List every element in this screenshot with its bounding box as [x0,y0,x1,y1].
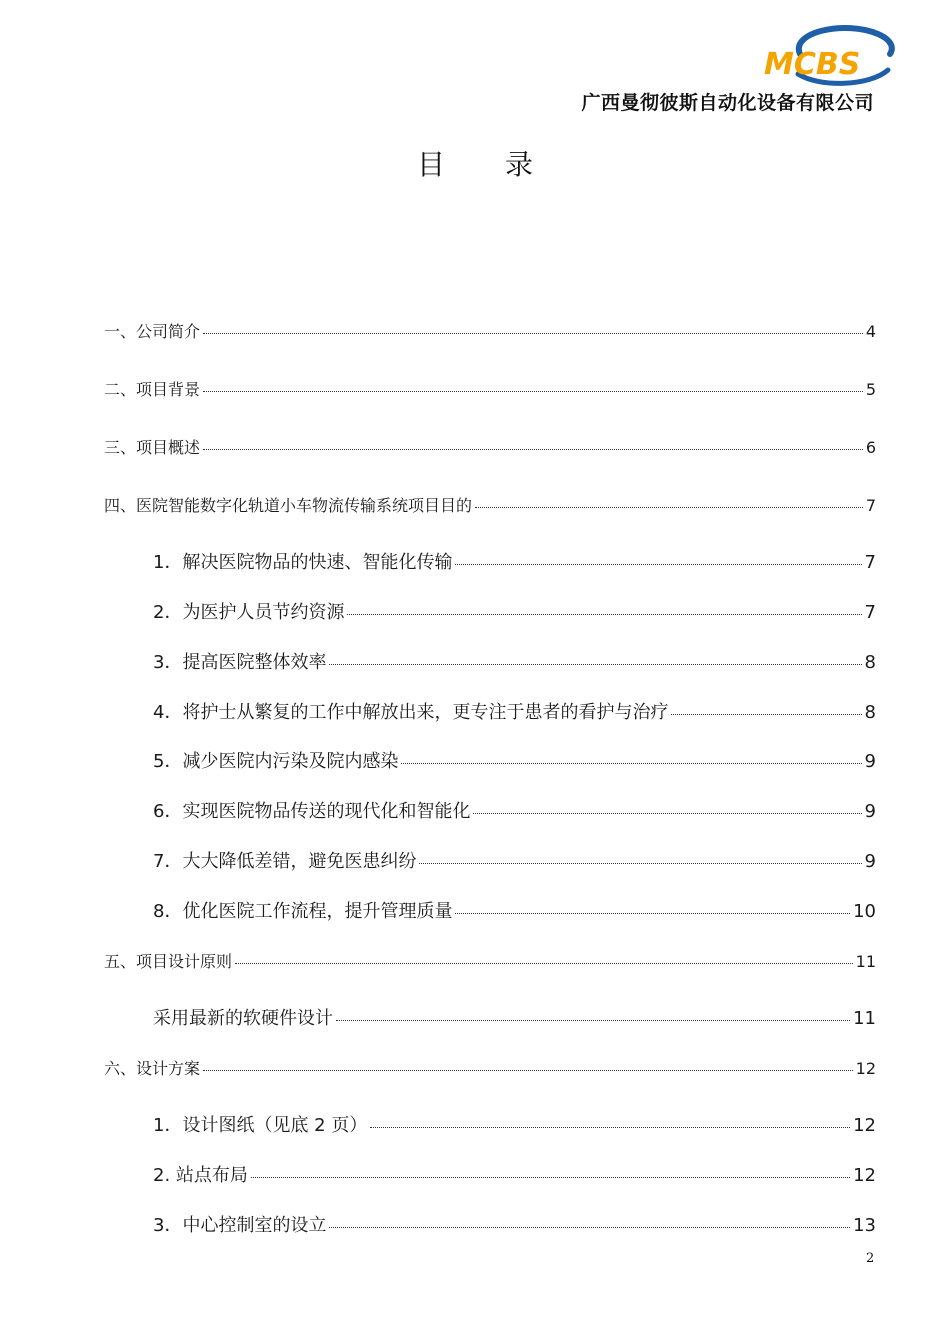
toc-entry[interactable] [104,1161,876,1187]
toc-entry-page: 8 [864,702,876,723]
title-char-1: 目 [416,148,445,181]
toc-leader [336,1020,850,1021]
toc-entry-label: 采用最新的软硬件设计 [153,1008,333,1029]
toc-entry-label: 3．中心控制室的设立 [153,1215,327,1236]
toc-entry[interactable] [104,897,876,923]
toc-entry-page: 9 [864,751,876,772]
toc-leader [401,763,861,764]
toc-title [0,143,950,183]
toc-leader [203,1070,853,1071]
toc-leader [475,507,863,508]
toc-leader [671,714,861,715]
toc-entry-label: 6．实现医院物品传送的现代化和智能化 [153,801,471,822]
toc-entry-page: 11 [853,1008,876,1029]
toc-entry[interactable] [104,1111,876,1137]
toc-entry-label: 1．设计图纸（见底 2 页） [153,1115,368,1136]
toc-leader [251,1177,850,1178]
toc-entry-page: 4 [865,322,876,341]
toc-leader [203,449,863,450]
toc-entry[interactable] [104,377,876,400]
toc-entry[interactable] [104,548,876,574]
toc-entry[interactable] [104,747,876,773]
toc-entry-page: 13 [853,1215,876,1236]
toc-leader [370,1127,850,1128]
toc-entry-label: 四、医院智能数字化轨道小车物流传输系统项目目的 [104,496,473,515]
toc-entry[interactable] [104,797,876,823]
toc-entry-page: 8 [864,652,876,673]
toc-entry-page: 11 [855,952,876,971]
toc-entry[interactable] [104,493,876,516]
toc-leader [455,564,861,565]
toc-entry[interactable] [104,1211,876,1237]
toc-entry-label: 1．解决医院物品的快速、智能化传输 [153,552,453,573]
toc-entry-page: 7 [864,552,876,573]
toc-entry-label: 一、公司简介 [104,322,201,341]
toc-entry-label: 五、项目设计原则 [104,952,233,971]
toc-entry-label: 二、项目背景 [104,380,201,399]
title-char-2: 录 [505,148,534,181]
toc-entry-page: 9 [864,801,876,822]
toc-entry-page: 12 [853,1165,876,1186]
toc-entry-label: 2．为医护人员节约资源 [153,602,345,623]
toc-entry-label: 8．优化医院工作流程，提升管理质量 [153,901,453,922]
toc-entry-label: 4．将护士从繁复的工作中解放出来，更专注于患者的看护与治疗 [153,702,669,723]
toc-entry[interactable] [104,1056,876,1079]
toc-leader [235,963,853,964]
toc-leader [347,614,861,615]
toc-entry-label: 三、项目概述 [104,438,201,457]
toc-entry[interactable] [104,435,876,458]
toc-leader [203,391,863,392]
toc-entry-page: 10 [853,901,876,922]
toc-entry-label: 5．减少医院内污染及院内感染 [153,751,399,772]
toc-entry-page: 9 [864,851,876,872]
company-name: 广西曼彻彼斯自动化设备有限公司 [581,92,874,114]
toc-entry-page: 7 [864,602,876,623]
mcbs-logo [760,24,900,94]
toc-leader [329,1227,850,1228]
toc-entry[interactable] [104,598,876,624]
toc-leader [419,863,861,864]
toc-leader [455,913,850,914]
toc-entry[interactable] [104,1004,876,1030]
toc-entry[interactable] [104,949,876,972]
toc-entry-label: 六、设计方案 [104,1059,201,1078]
toc-entry-page: 12 [853,1115,876,1136]
toc-entry[interactable] [104,648,876,674]
toc-leader [329,664,861,665]
toc-entry-label: 3．提高医院整体效率 [153,652,327,673]
toc-leader [203,333,863,334]
toc-entry-page: 12 [855,1059,876,1078]
page-number: 2 [866,1251,875,1266]
toc-entry-page: 6 [865,438,876,457]
toc-entry[interactable] [104,847,876,873]
logo-text: MCBS [764,47,861,82]
toc-entry-page: 7 [865,496,876,515]
toc-leader [473,813,861,814]
toc-entry-label: 2. 站点布局 [153,1165,248,1186]
toc-entry-page: 5 [865,380,876,399]
toc-entry[interactable] [104,698,876,724]
toc-entry-label: 7．大大降低差错，避免医患纠纷 [153,851,417,872]
toc-entry[interactable] [104,319,876,342]
